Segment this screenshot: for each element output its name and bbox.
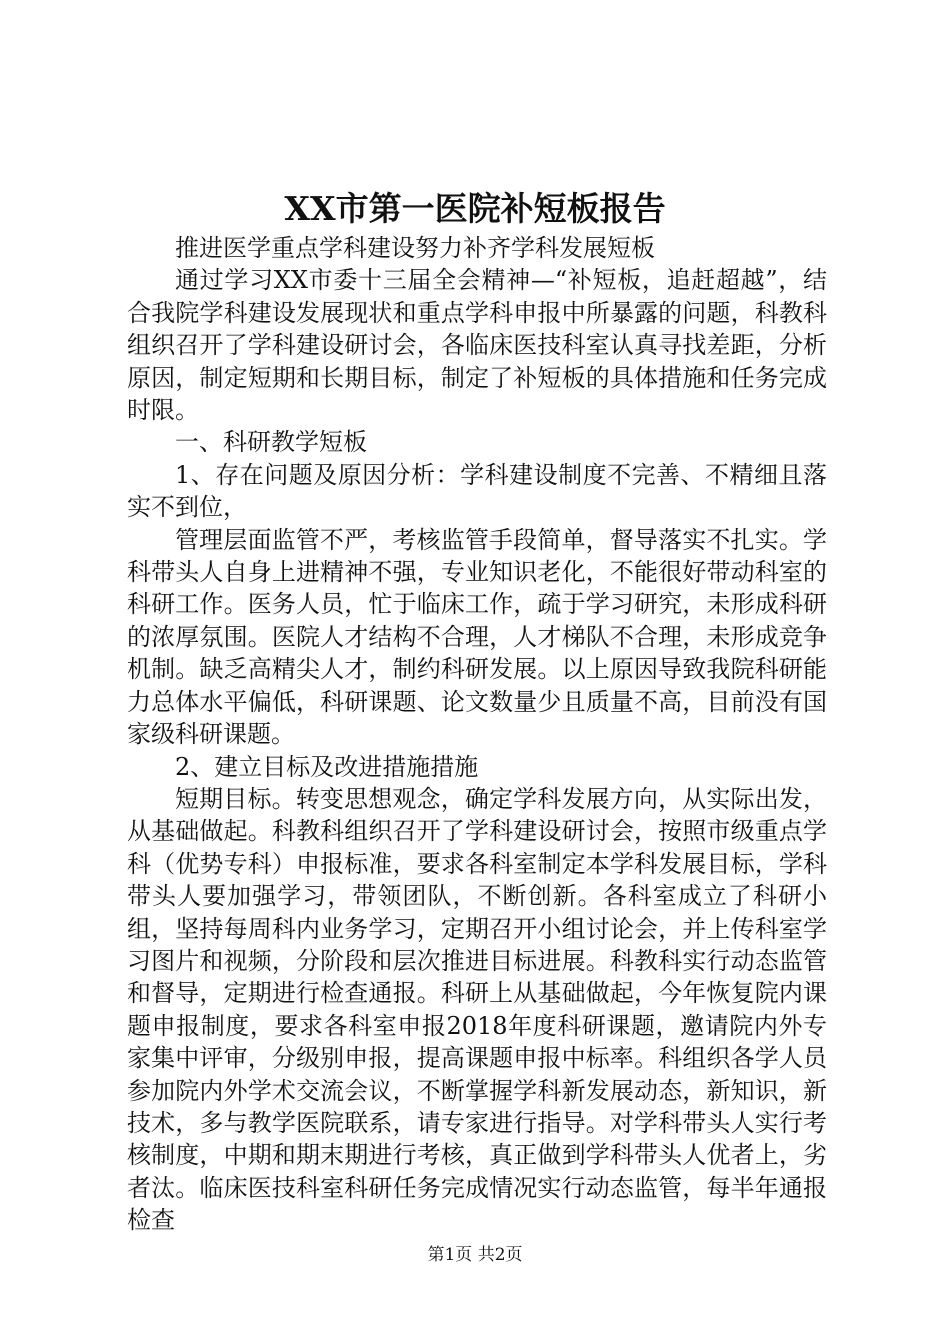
document-body [127,232,827,1237]
subtitle-paragraph: 推进医学重点学科建设努力补齐学科发展短板 [175,234,655,262]
subsection-heading: 2、建立目标及改进措施措施 [175,752,479,781]
problem-analysis-paragraph: 1、存在问题及原因分析：学科建设制度不完善、不精细且落实不到位， [127,460,827,522]
intro-paragraph: 通过学习XX市委十三届全会精神—“补短板，追赶超越”，结合我院学科建设发展现状和重点学科申报中所暴露的问题，科教科组织召开了学科建设研讨会，各临床医技科室认真寻找差距，分析原因，制定短期和长期目标，制定了补短板的具体措施和任务完成时限。 [127,266,827,425]
document-title: XX市第一医院补短板报告 [284,189,666,228]
management-paragraph: 管理层面监管不严，考核监管手段简单，督导落实不扎实。学科带头人自身上进精神不强，专业知识老化，不能很好带动科室的科研工作。医务人员，忙于临床工作，疏于学习研究，未形成科研的浓厚氛围。医院人才结构不合理，人才梯队不合理，未形成竞争机制。缺乏高精尖人才，制约科研发展。以上原因导致我院科研能力总体水平偏低，科研课题、论文数量少且质量不高，目前没有国家级科研课题。 [127,525,827,749]
page-number-footer: 第1页 共2页 [427,1245,523,1265]
short-term-goals-paragraph: 短期目标。转变思想观念，确定学科发展方向，从实际出发，从基础做起。科教科组织召开了学科建设研讨会，按照市级重点学科（优势专科）申报标准，要求各科室制定本学科发展目标，学科带头人要加强学习，带领团队，不断创新。各科室成立了科研小组，坚持每周科内业务学习，定期召开小组讨论会，并上传科室学习图片和视频，分阶段和层次推进目标进展。科教科实行动态监管和督导，定期进行检查通报。科研上从基础做起，今年恢复院内课题申报制度，要求各科室申报2018年度科研课题，邀请院内外专家集中评审，分级别申报，提高课题申报中标率。科组织各学人员参加院内外学术交流会议，不断掌握学科新发展动态，新知识，新技术，多与教学医院联系，请专家进行指导。对学科带头人实行考核制度，中期和期末期进行考核，真正做到学科带头人优者上，劣者汰。临床医技科室科研任务完成情况实行动态监管，每半年通报检查 [127,784,827,1235]
section-heading: 一、科研教学短板 [175,428,367,457]
